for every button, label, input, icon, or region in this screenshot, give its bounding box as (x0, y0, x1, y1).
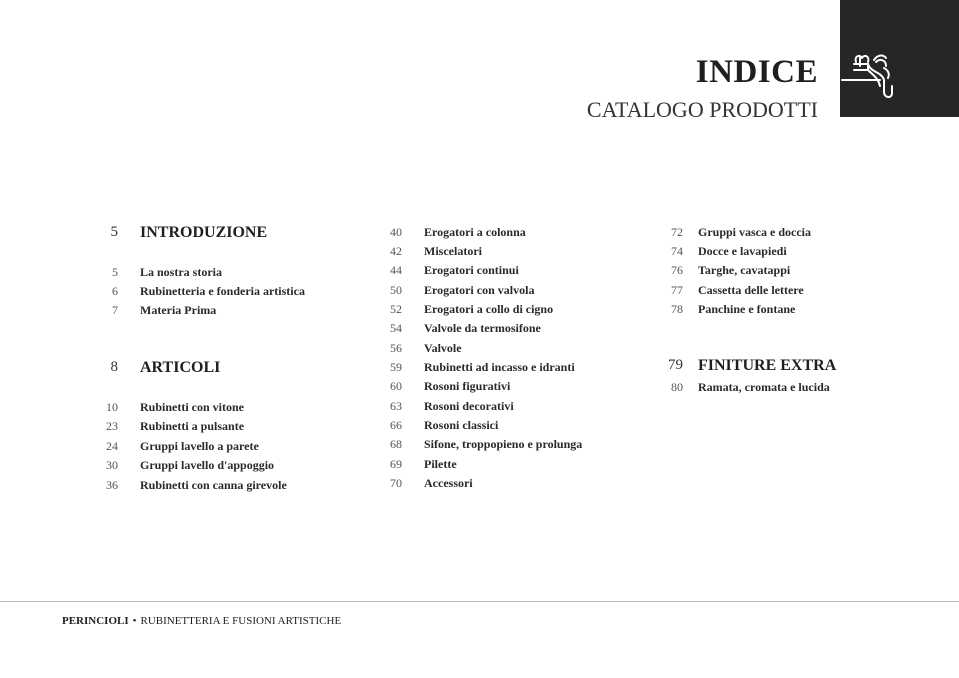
entry-label: Erogatori a colonna (424, 225, 526, 239)
index-entry[interactable] (643, 302, 923, 320)
faucet-icon (840, 0, 959, 117)
page-number: 56 (390, 341, 402, 355)
page-number: 69 (390, 457, 402, 471)
entry-label: Rubinetti con canna girevole (140, 478, 287, 492)
page-number: 59 (390, 360, 402, 374)
entry-label: Erogatori continui (424, 263, 519, 277)
section-page-number: 79 (668, 357, 683, 373)
entry-label: Erogatori con valvola (424, 283, 535, 297)
page-number: 36 (106, 478, 118, 492)
section-title: ARTICOLI (140, 359, 221, 376)
index-entry[interactable] (362, 283, 642, 301)
entry-label: Rubinetteria e fonderia artistica (140, 284, 305, 298)
footer-divider (0, 601, 959, 602)
section-heading (78, 224, 378, 242)
entry-label: Pilette (424, 457, 457, 471)
page-number: 40 (390, 225, 402, 239)
page-number: 68 (390, 437, 402, 451)
index-entry[interactable] (78, 439, 378, 457)
page-number: 52 (390, 302, 402, 316)
entry-label: Panchine e fontane (698, 302, 796, 316)
page-number: 6 (112, 284, 118, 298)
page-number: 74 (671, 244, 683, 258)
footer-brand: PERINCIOLI (62, 615, 129, 627)
corner-logo-block (840, 0, 959, 117)
index-entry[interactable] (362, 263, 642, 281)
page-number: 63 (390, 399, 402, 413)
entry-label: Gruppi lavello a parete (140, 439, 259, 453)
page-number: 5 (112, 265, 118, 279)
section-heading (78, 359, 378, 377)
page-number: 66 (390, 418, 402, 432)
index-entry[interactable] (643, 225, 923, 243)
page-number: 44 (390, 263, 402, 277)
index-entry[interactable] (78, 458, 378, 476)
index-entry[interactable] (362, 457, 642, 475)
page-number: 72 (671, 225, 683, 239)
index-entry[interactable] (362, 399, 642, 417)
page-number: 54 (390, 321, 402, 335)
page-number: 24 (106, 439, 118, 453)
entry-label: Docce e lavapiedi (698, 244, 787, 258)
entry-label: Rubinetti ad incasso e idranti (424, 360, 575, 374)
footer-bullet: • (132, 615, 137, 627)
section-title: INTRODUZIONE (140, 224, 268, 241)
index-entry[interactable] (643, 380, 923, 398)
page-number: 7 (112, 303, 118, 317)
section-title: FINITURE EXTRA (698, 357, 837, 374)
index-entry[interactable] (362, 418, 642, 436)
entry-label: Ramata, cromata e lucida (698, 380, 830, 394)
page-number: 30 (106, 458, 118, 472)
footer (62, 615, 341, 627)
section-heading (643, 357, 943, 375)
entry-label: Cassetta delle lettere (698, 283, 804, 297)
entry-label: Targhe, cavatappi (698, 263, 791, 277)
page-title: INDICE (695, 54, 818, 90)
index-entry[interactable] (362, 379, 642, 397)
page-number: 80 (671, 380, 683, 394)
index-entry[interactable] (362, 476, 642, 494)
page-number: 60 (390, 379, 402, 393)
index-entry[interactable] (643, 283, 923, 301)
entry-label: Gruppi lavello d'appoggio (140, 458, 275, 472)
footer-tagline: RUBINETTERIA E FUSIONI ARTISTICHE (140, 615, 342, 627)
index-entry[interactable] (362, 360, 642, 378)
page-number: 70 (390, 476, 402, 490)
entry-label: Accessori (424, 476, 473, 490)
section-page-number: 5 (110, 224, 118, 240)
entry-label: Materia Prima (140, 303, 217, 317)
index-entry[interactable] (362, 244, 642, 262)
entry-label: Erogatori a collo di cigno (424, 302, 554, 316)
entry-label: Sifone, troppopieno e prolunga (424, 437, 583, 451)
index-entry[interactable] (78, 303, 378, 321)
index-entry[interactable] (643, 244, 923, 262)
index-entry[interactable] (643, 263, 923, 281)
section-page-number: 8 (110, 359, 118, 375)
page-number: 42 (390, 244, 402, 258)
entry-label: Rubinetti a pulsante (140, 419, 245, 433)
index-entry[interactable] (362, 302, 642, 320)
entry-label: Valvole da termosifone (424, 321, 541, 335)
index-entry[interactable] (362, 341, 642, 359)
page-number: 10 (106, 400, 118, 414)
index-entry[interactable] (78, 400, 378, 418)
entry-label: Rosoni figurativi (424, 379, 511, 393)
entry-label: La nostra storia (140, 265, 222, 279)
entry-label: Gruppi vasca e doccia (698, 225, 811, 239)
entry-label: Rubinetti con vitone (140, 400, 245, 414)
index-entry[interactable] (78, 419, 378, 437)
index-entry[interactable] (78, 265, 378, 283)
page-number: 23 (106, 419, 118, 433)
index-entry[interactable] (78, 478, 378, 496)
entry-label: Miscelatori (424, 244, 482, 258)
index-entry[interactable] (362, 225, 642, 243)
page-number: 50 (390, 283, 402, 297)
index-entry[interactable] (362, 321, 642, 339)
page-number: 78 (671, 302, 683, 316)
page-number: 76 (671, 263, 683, 277)
entry-label: Rosoni decorativi (424, 399, 514, 413)
index-entry[interactable] (362, 437, 642, 455)
page-subtitle: CATALOGO PRODOTTI (586, 97, 818, 122)
index-entry[interactable] (78, 284, 378, 302)
entry-label: Valvole (424, 341, 462, 355)
page-number: 77 (671, 283, 683, 297)
entry-label: Rosoni classici (424, 418, 499, 432)
